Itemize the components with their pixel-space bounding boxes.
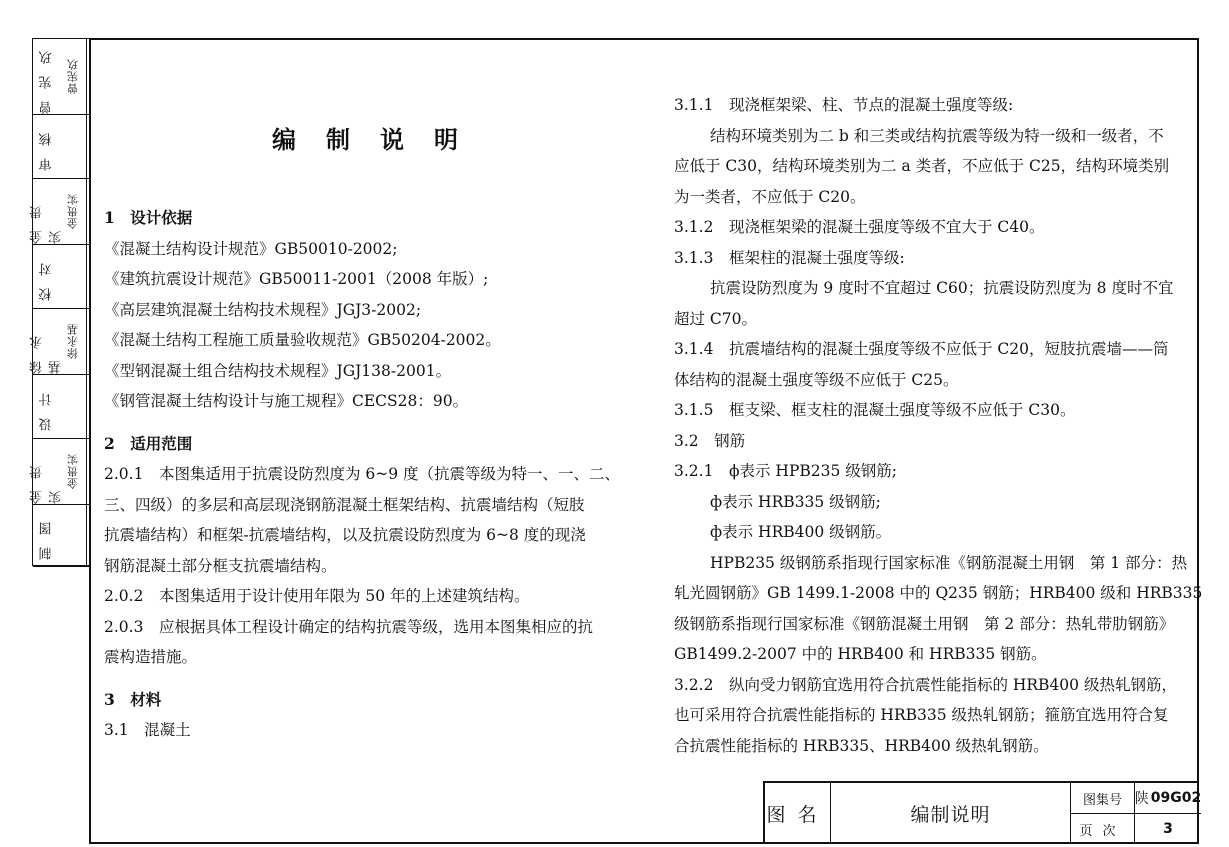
sidebar-signature xyxy=(61,505,87,566)
text-line: 《混凝土结构工程施工质量验收规范》GB50204-2002。 xyxy=(104,331,501,349)
text-line: 应低于 C30，结构环境类别为二 a 类者，不应低于 C25，结构环境类别 xyxy=(674,157,1170,175)
sidebar-role: 设计 xyxy=(39,381,55,432)
text-line: 3.1.2 现浇框架梁的混凝土强度等级不宜大于 C40。 xyxy=(674,218,1045,236)
sidebar-row xyxy=(30,439,89,505)
paragraph-gap xyxy=(104,673,639,685)
text-line: 3.1 混凝土 xyxy=(104,721,191,739)
text-line: 《混凝土结构设计规范》GB50010-2002; xyxy=(104,239,398,258)
page-number: 3 xyxy=(1163,821,1173,837)
sidebar-role: 徐永基 xyxy=(30,324,64,374)
sidebar-row xyxy=(33,245,89,309)
sidebar-role: 校对 xyxy=(39,251,55,302)
sidebar-row xyxy=(33,375,89,439)
text-line: ф表示 HRB400 级钢筋。 xyxy=(710,523,892,541)
sidebar-role: 金贵实 xyxy=(30,194,64,244)
text-line: GB1499.2-2007 中的 HRB400 和 HRB335 钢筋。 xyxy=(674,645,1047,663)
text-line: 3.2.1 ϕ表示 HPB235 级钢筋; xyxy=(674,462,898,480)
text-line: 体结构的混凝土强度等级不应低于 C25。 xyxy=(674,370,959,389)
text-line: 超过 C70。 xyxy=(674,309,758,328)
atlas-prefix: 陕 xyxy=(1134,791,1149,807)
text-line: 也可采用符合抗震性能指标的 HRB335 级热轧钢筋；箍筋宜选用符合复 xyxy=(674,706,1169,724)
sidebar-row xyxy=(30,179,89,245)
atlas-number-label: 图集号 xyxy=(1071,783,1135,814)
section-heading: 1 设计依据 xyxy=(104,208,193,227)
drawing-name: 编制说明 xyxy=(831,783,1071,844)
text-line: 3.2.2 纵向受力钢筋宜选用符合抗震性能指标的 HRB400 级热轧钢筋， xyxy=(674,675,1177,694)
sidebar-role: 审核 xyxy=(39,121,55,172)
text-line: 结构环境类别为二 b 和三类或结构抗震等级为特一级和一级者，不 xyxy=(710,126,1164,145)
text-line: 《钢管混凝土结构设计与施工规程》CECS28：90。 xyxy=(104,392,469,410)
document-title: 编制说明 xyxy=(272,125,488,154)
sidebar-signature: 曾宪玖 xyxy=(61,39,87,114)
text-line: 震构造措施。 xyxy=(104,648,198,666)
text-line: HPB235 级钢筋系指现行国家标准《钢筋混凝土用钢 第 1 部分：热 xyxy=(710,553,1188,572)
text-line: 《高层建筑混凝土结构技术规程》JGJ3-2002; xyxy=(104,300,422,319)
sidebar-role: 制图 xyxy=(39,510,55,561)
sidebar-role: 曾宪玖 xyxy=(39,39,55,114)
sidebar-signature xyxy=(61,115,87,178)
text-line: 级钢筋系指现行国家标准《钢筋混凝土用钢 第 2 部分：热轧带肋钢筋》 xyxy=(674,614,1175,633)
text-line: 钢筋混凝土部分框支抗震墙结构。 xyxy=(104,556,337,575)
text-line: 抗震设防烈度为 9 度时不宜超过 C60；抗震设防烈度为 8 度时不宜 xyxy=(710,279,1174,297)
text-line: 为一类者，不应低于 C20。 xyxy=(674,187,866,206)
text-line: 2.0.3 应根据具体工程设计确定的结构抗震等级，选用本图集相应的抗 xyxy=(104,617,593,636)
text-line: 3.2 钢筋 xyxy=(674,431,746,450)
text-line: 三、四级）的多层和高层现浇钢筋混凝土框架结构、抗震墙结构（短肢 xyxy=(104,495,585,514)
sidebar-role: 金贵实 xyxy=(30,454,64,504)
sidebar-signature xyxy=(61,375,87,438)
text-line: 抗震墙结构）和框架-抗震墙结构，以及抗震设防烈度为 6~8 度的现浇 xyxy=(104,526,586,544)
left-column xyxy=(104,203,639,746)
text-line: ф表示 HRB335 级钢筋; xyxy=(710,492,881,511)
text-line: 2.0.2 本图集适用于设计使用年限为 50 年的上述建筑结构。 xyxy=(104,587,530,605)
text-line: 合抗震性能指标的 HRB335、HRB400 级热轧钢筋。 xyxy=(674,736,1049,755)
section-heading: 3 材料 xyxy=(104,689,162,709)
drawing-name-label: 图名 xyxy=(765,783,831,844)
text-line: 3.1.1 现浇框架梁、柱、节点的混凝土强度等级: xyxy=(674,96,1014,114)
text-line: 3.1.3 框架柱的混凝土强度等级: xyxy=(674,248,905,267)
text-line: 《建筑抗震设计规范》GB50011-2001（2008 年版）; xyxy=(104,270,489,288)
text-line: 轧光圆钢筋》GB 1499.1-2008 中的 Q235 钢筋；HRB400 级和 HRB335 xyxy=(674,584,1203,602)
text-line: 《型钢混凝土组合结构技术规程》JGJ138-2001。 xyxy=(104,361,452,380)
sidebar-row xyxy=(33,115,89,179)
paragraph-gap xyxy=(104,417,639,429)
sidebar-signature: 徐永基 xyxy=(61,309,87,374)
section-heading: 2 适用范围 xyxy=(104,433,193,453)
sidebar-signature: 金贵实 xyxy=(61,439,87,504)
atlas-code: 09G02 xyxy=(1150,790,1202,806)
text-line: 3.1.5 框支梁、框支柱的混凝土强度等级不应低于 C30。 xyxy=(674,401,1076,419)
text-line: 3.1.4 抗震墙结构的混凝土强度等级不应低于 C20，短肢抗震墙——筒 xyxy=(674,340,1169,358)
title-block xyxy=(763,781,1202,844)
right-column xyxy=(674,90,1203,761)
sidebar-signature xyxy=(61,245,87,308)
sidebar-row xyxy=(30,309,89,375)
sidebar-row xyxy=(33,39,89,115)
page-label: 页次 xyxy=(1071,814,1135,844)
sidebar-signature: 金贵实 xyxy=(61,179,87,244)
atlas-number xyxy=(1135,783,1201,814)
approval-sidebar xyxy=(32,38,89,566)
text-line: 2.0.1 本图集适用于抗震设防烈度为 6~9 度（抗震等级为特一、一、二、 xyxy=(104,465,621,483)
sidebar-row xyxy=(33,505,89,567)
